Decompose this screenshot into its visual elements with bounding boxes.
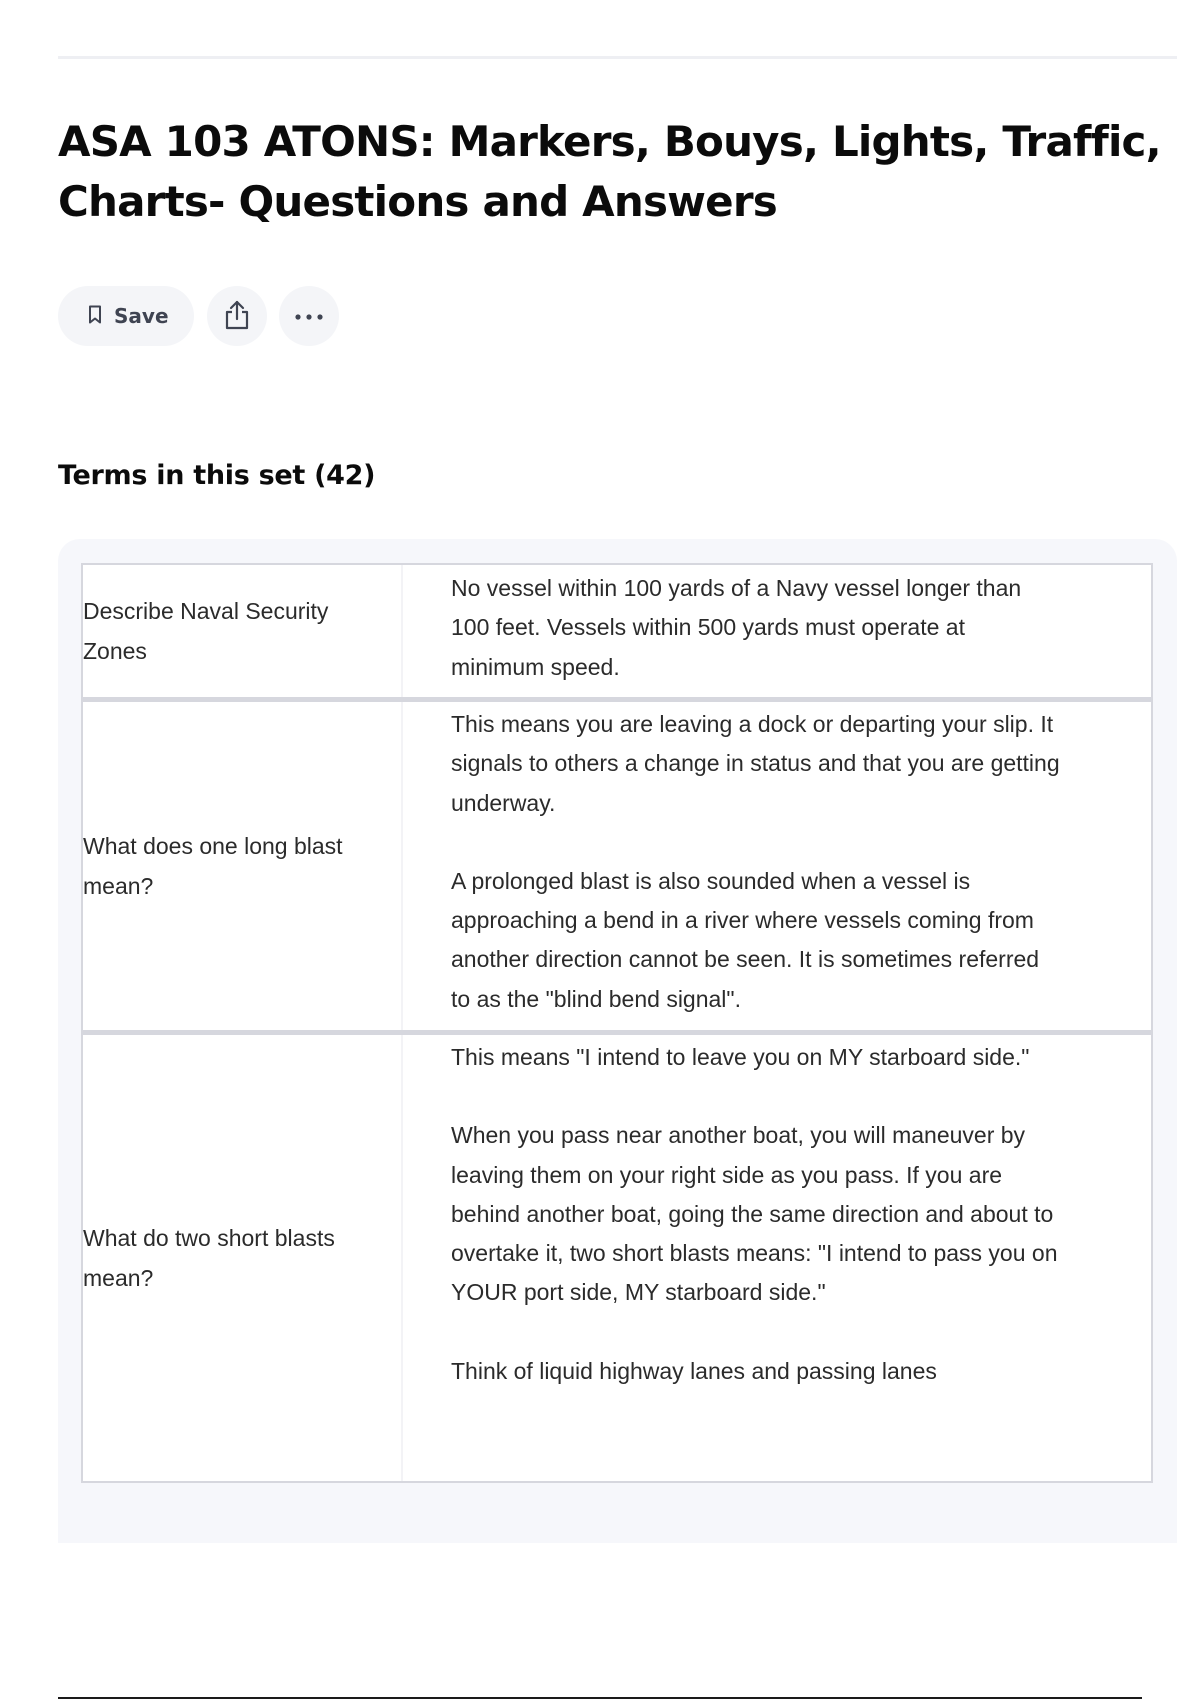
term-cell: Describe Naval Security Zones <box>83 565 403 697</box>
action-toolbar <box>58 286 339 346</box>
definition-paragraph: This means you are leaving a dock or departing your slip. It signals to others a change in status and that you are getting underway. <box>451 711 1067 816</box>
term-cell: What does one long blast mean? <box>83 702 403 1030</box>
table-row <box>81 699 1153 1032</box>
definition-paragraph: When you pass near another boat, you will maneuver by leaving them on your right side as you pass. If you are behind another boat, going the same direction and about to overtake it, two short blasts means: "I intend to pass you on YOUR port side, MY starboard side." <box>451 1122 1064 1306</box>
definition-cell <box>403 1035 1151 1481</box>
definition-cell <box>403 702 1151 1030</box>
table-row <box>81 563 1153 699</box>
definition-paragraph: Think of liquid highway lanes and passing lanes <box>451 1357 937 1384</box>
term-cell: What do two short blasts mean? <box>83 1035 403 1481</box>
share-button[interactable] <box>207 286 267 346</box>
terms-table <box>81 563 1153 1483</box>
definition-paragraph: This means "I intend to leave you on MY starboard side." <box>451 1044 1030 1070</box>
save-button[interactable] <box>58 286 194 346</box>
bottom-divider <box>58 1697 1142 1699</box>
more-button[interactable] <box>279 286 339 346</box>
definition-paragraph: A prolonged blast is also sounded when a vessel is approaching a bend in a river where vessels coming from another direction cannot be seen. It is sometimes referred to as the "blind bend signal". <box>451 867 1046 1012</box>
share-icon <box>224 300 250 333</box>
page-title: ASA 103 ATONS: Markers, Bouys, Lights, Traffic, Charts- Questions and Answers <box>58 117 1161 226</box>
definition-paragraph: No vessel within 100 yards of a Navy vessel longer than 100 feet. Vessels within 500 yards must operate at minimum speed. <box>451 575 1028 680</box>
save-label: Save <box>114 304 169 328</box>
definition-cell <box>403 565 1151 697</box>
bookmark-icon <box>88 305 102 327</box>
terms-heading: Terms in this set (42) <box>58 460 376 491</box>
more-horizontal-icon <box>294 309 324 324</box>
top-divider <box>58 56 1177 59</box>
table-row <box>81 1032 1153 1483</box>
